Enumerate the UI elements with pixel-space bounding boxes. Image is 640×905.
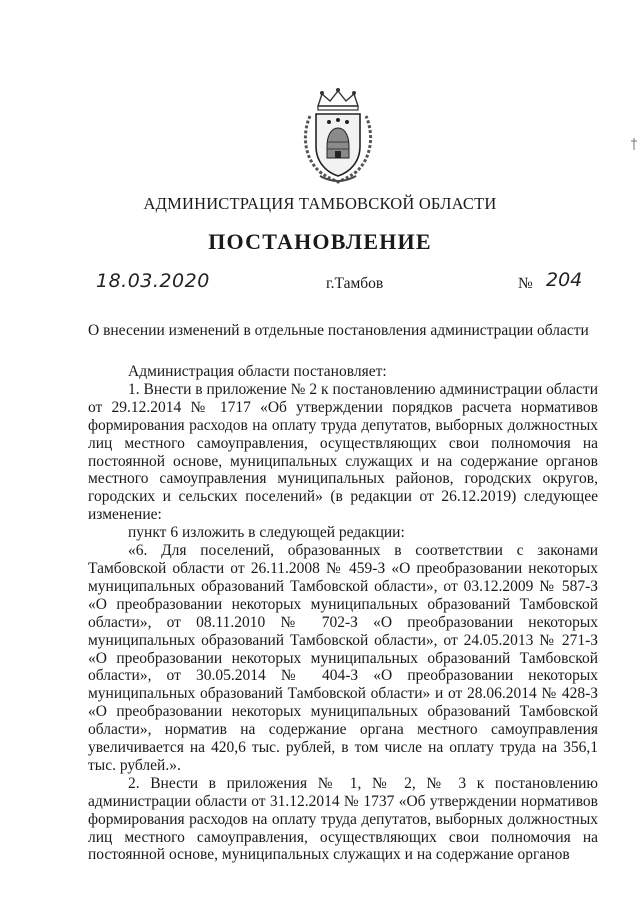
document-city: г.Тамбов: [326, 275, 384, 292]
document-body: [88, 363, 598, 864]
document-type-title: ПОСТАНОВЛЕНИЕ: [208, 229, 432, 254]
document-subject: О внесении изменений в отдельные постановления администрации области: [88, 322, 589, 339]
document-number-label: №: [518, 275, 533, 292]
body-paragraph: пункт 6 изложить в следующей редакции:: [128, 524, 405, 542]
document-number: 204: [546, 269, 583, 291]
body-paragraph: Администрация области постановляет:: [128, 363, 387, 380]
document-date: 18.03.2020: [96, 270, 210, 292]
body-paragraph: 1. Внести в приложение № 2 к постановлению администрации области от 29.12.2014 № 1717 «Об утверждении порядков расчета нормативов формирования расходов на оплату труда депутатов, выборных должностных лиц местного самоуправления, осуществляющих свои полномочия на постоянной основе, муниципальных служащих и на содержание органов местного самоуправления муниципальных районов, городских округов, городских и сельских поселений» (в редакции от 26.12.2019) следующее изменение:: [88, 380, 598, 524]
body-paragraph: 2. Внести в приложения № 1, № 2, № 3 к постановлению администрации области от 31.12.2014 № 1737 «Об утверждении нормативов формирования расходов на оплату труда депутатов, выборных должностных лиц местного самоуправления, осуществляющих свои полномочия на постоянной основе, муниципальных служащих и на содержание органов: [88, 774, 598, 864]
tambov-coat-of-arms-icon: [296, 86, 380, 186]
margin-mark-icon: [631, 138, 637, 150]
body-paragraph: «6. Для поселений, образованных в соответствии с законами Тамбовской области от 26.11.2008 № 459-З «О преобразовании некоторых муниципальных образований Тамбовской области», от 03.12.2009 № 587-З «О преобразовании некоторых муниципальных образований Тамбовской области», от 08.11.2010 № 702-З «О преобразовании некоторых муниципальных образований Тамбовской области», от 24.05.2013 № 271-З «О преобразовании некоторых муниципальных образований Тамбовской области», от 30.05.2014 № 404-З «О преобразовании некоторых муниципальных образований Тамбовской области» и от 28.06.2014 № 428-З «О преобразовании некоторых муниципальных образований Тамбовской области», норматив на содержание органа местного самоуправления увеличивается на 420,6 тыс. рублей, в том числе на оплату труда на 356,1 тыс. рублей.».: [88, 542, 598, 774]
organization-name: АДМИНИСТРАЦИЯ ТАМБОВСКОЙ ОБЛАСТИ: [143, 194, 497, 213]
